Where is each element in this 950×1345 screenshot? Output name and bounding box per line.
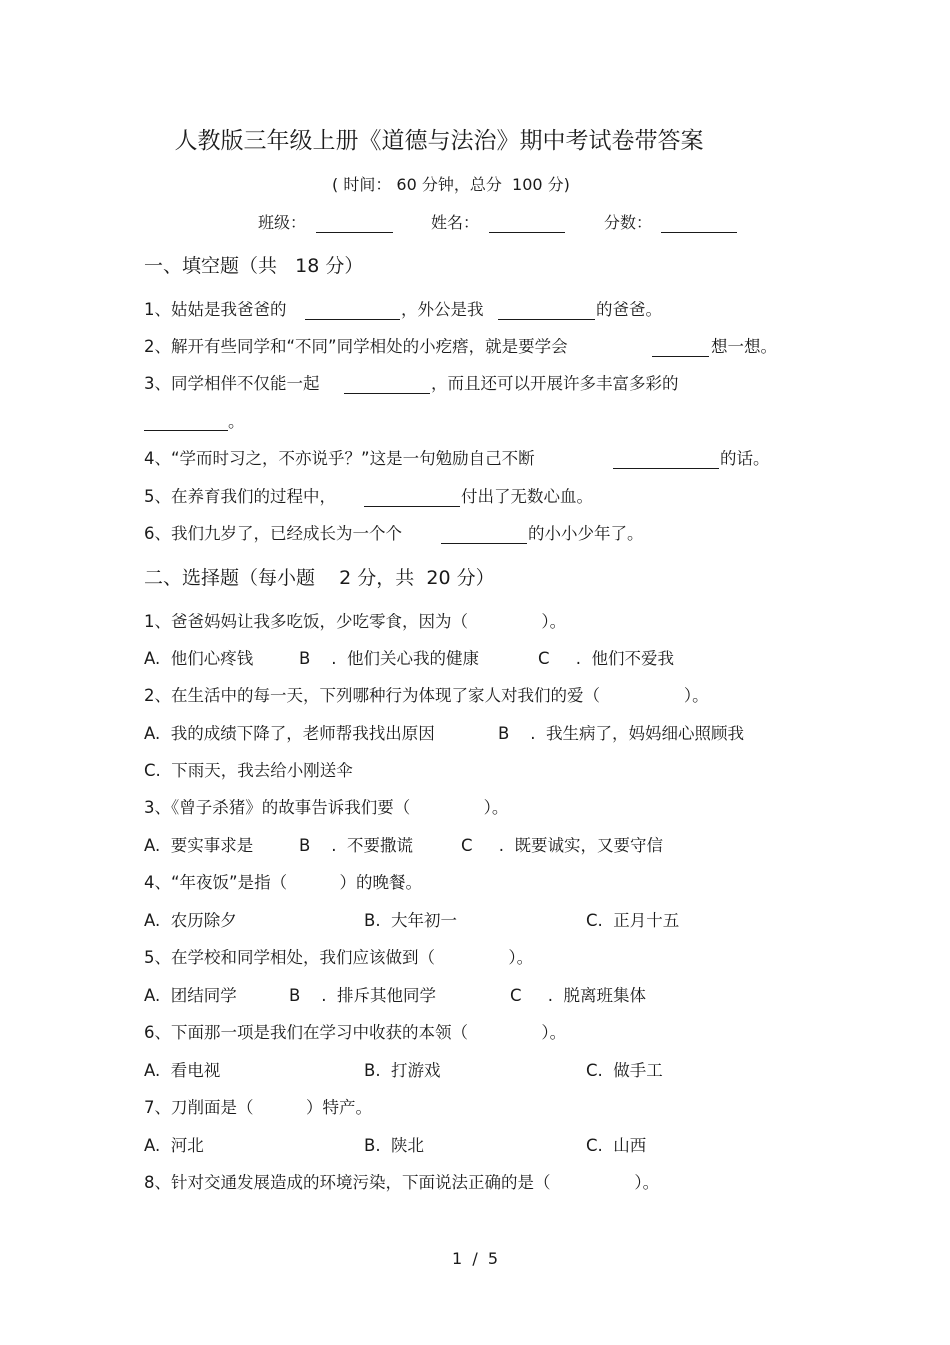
question-text: ，外公是我 <box>401 300 484 319</box>
option-b: B. 大年初一 <box>364 911 458 930</box>
answer-blank <box>613 468 719 469</box>
option-c: C. 下雨天，我去给小刚送伞 <box>144 761 353 780</box>
option-c: C . 他们不爱我 <box>538 649 674 668</box>
option-a: A. 要实事求是 <box>144 836 254 855</box>
exam-title: 人教版三年级上册《道德与法治》期中考试卷带答案 <box>174 128 704 154</box>
answer-blank <box>305 319 400 320</box>
question-text: 的小小少年了。 <box>528 524 644 543</box>
option-b: B . 排斥其他同学 <box>289 986 437 1005</box>
option-b: B . 我生病了，妈妈细心照顾我 <box>498 724 745 743</box>
choice-question-1: 1、爸爸妈妈让我多吃饭，少吃零食，因为（ ）。 <box>144 612 567 631</box>
option-c: C. 正月十五 <box>586 911 680 930</box>
answer-blank <box>498 319 595 320</box>
question-text: 4、“学而时习之，不亦说乎？”这是一句勉励自己不断 <box>144 449 535 468</box>
question-text: 5、在养育我们的过程中， <box>144 487 336 506</box>
option-a: A. 河北 <box>144 1136 204 1155</box>
question-text: 的爸爸。 <box>596 300 662 319</box>
answer-blank <box>441 543 527 544</box>
option-a: A. 我的成绩下降了，老师帮我找出原因 <box>144 724 435 743</box>
choice-question-7: 7、刀削面是（ ）特产。 <box>144 1098 372 1117</box>
name-label: 姓名： <box>431 213 480 232</box>
option-c: C. 做手工 <box>586 1061 663 1080</box>
option-a: A. 农历除夕 <box>144 911 237 930</box>
answer-blank <box>344 393 430 394</box>
answer-blank <box>652 356 709 357</box>
choice-question-6: 6、下面那一项是我们在学习中收获的本领（ ）。 <box>144 1023 567 1042</box>
question-text: 想一想。 <box>711 337 777 356</box>
choice-question-4: 4、“年夜饭”是指（ ）的晚餐。 <box>144 873 423 892</box>
question-text: ，而且还可以开展许多丰富多彩的 <box>431 374 679 393</box>
question-text: 6、我们九岁了，已经成长为一个个 <box>144 524 402 543</box>
option-c: C . 脱离班集体 <box>510 986 646 1005</box>
option-b: B. 打游戏 <box>364 1061 441 1080</box>
option-b: B. 陕北 <box>364 1136 425 1155</box>
page-number: 1 / 5 <box>452 1249 499 1268</box>
name-blank <box>489 232 565 233</box>
option-b: B . 不要撒谎 <box>299 836 414 855</box>
score-label: 分数： <box>604 213 653 232</box>
exam-subtitle: ( 时间： 60 分钟，总分 100 分) <box>332 175 570 194</box>
question-text: 付出了无数心血。 <box>461 487 593 506</box>
question-text: 的话。 <box>720 449 770 468</box>
class-label: 班级： <box>258 213 307 232</box>
section2-heading: 二、选择题（每小题 2 分，共 20 分） <box>144 567 495 589</box>
answer-blank <box>364 506 460 507</box>
class-blank <box>316 232 393 233</box>
option-b: B . 他们关心我的健康 <box>299 649 480 668</box>
choice-question-2: 2、在生活中的每一天，下列哪种行为体现了家人对我们的爱（ ）。 <box>144 686 709 705</box>
option-c: C. 山西 <box>586 1136 647 1155</box>
choice-question-3: 3、《曾子杀猪》的故事告诉我们要（ ）。 <box>144 798 509 817</box>
option-a: A. 团结同学 <box>144 986 237 1005</box>
option-a: A. 他们心疼钱 <box>144 649 254 668</box>
choice-question-8: 8、针对交通发展造成的环境污染，下面说法正确的是（ ）。 <box>144 1173 660 1192</box>
section1-heading: 一、填空题（共 18 分） <box>144 255 364 277</box>
choice-question-5: 5、在学校和同学相处，我们应该做到（ ）。 <box>144 948 534 967</box>
question-text: 1、姑姑是我爸爸的 <box>144 300 287 319</box>
option-a: A. 看电视 <box>144 1061 221 1080</box>
answer-blank <box>144 430 228 431</box>
score-blank <box>661 232 737 233</box>
question-text: 3、同学相伴不仅能一起 <box>144 374 320 393</box>
question-text: 。 <box>228 412 245 431</box>
question-text: 2、解开有些同学和“不同”同学相处的小疙瘩，就是要学会 <box>144 337 568 356</box>
option-c: C . 既要诚实，又要守信 <box>461 836 663 855</box>
